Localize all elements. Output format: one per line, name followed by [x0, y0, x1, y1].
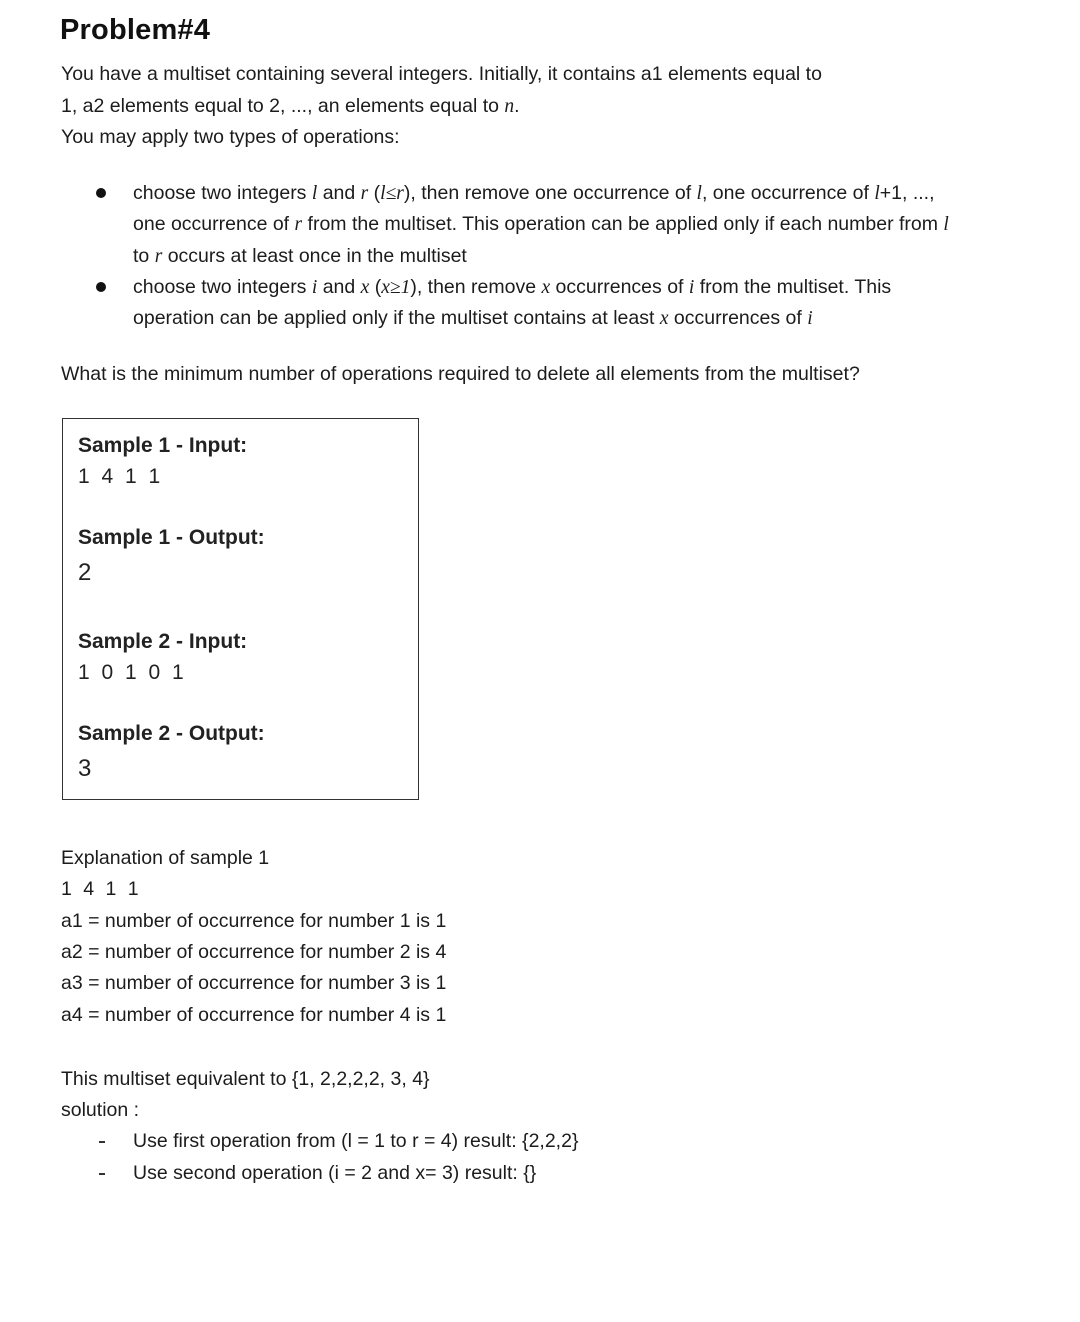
- math-r: r: [360, 183, 369, 204]
- text: from the multiset. This: [694, 276, 892, 298]
- math-l: l: [874, 183, 880, 204]
- math-r: r: [294, 214, 303, 235]
- sample-1-input-label: Sample 1 - Input:: [78, 434, 248, 457]
- math-l: l: [696, 183, 702, 204]
- text: to: [133, 245, 155, 267]
- explanation-input: 1 4 1 1: [61, 878, 142, 900]
- sample-1-output-label: Sample 1 - Output:: [78, 526, 265, 549]
- intro-line-3: You may apply two types of operations:: [61, 126, 400, 148]
- math-condition: l≤r: [380, 183, 404, 204]
- bullet-1-line-3: [133, 244, 467, 269]
- problem-title: Problem#4: [60, 14, 211, 46]
- text: (: [368, 182, 381, 204]
- intro-line-2-text: 1, a2 elements equal to 2, ..., an elements equal to: [61, 95, 505, 117]
- intro-line-2: [61, 94, 520, 119]
- solution-label: solution :: [61, 1099, 140, 1121]
- bullet-1-line-1: [133, 181, 935, 206]
- text: occurs at least once in the multiset: [162, 245, 467, 267]
- math-x: x: [360, 277, 370, 298]
- text: ), then remove: [410, 276, 542, 298]
- solution-step-1: Use first operation from (l = 1 to r = 4) result: {2,2,2}: [133, 1130, 579, 1152]
- text: +1, ...,: [879, 182, 935, 204]
- text: one occurrence of: [133, 213, 295, 235]
- bullet-point-icon: [96, 188, 106, 198]
- sample-2-input-label: Sample 2 - Input:: [78, 630, 248, 653]
- sample-2-output-value: 3: [78, 755, 92, 782]
- text: occurrences of: [550, 276, 689, 298]
- math-l: l: [311, 183, 318, 204]
- math-r: r: [154, 246, 163, 267]
- math-condition: x≥1: [381, 277, 411, 298]
- math-i: i: [311, 277, 318, 298]
- sample-1-output-value: 2: [78, 559, 92, 586]
- text: choose two integers: [133, 182, 312, 204]
- text: ), then remove one occurrence of: [403, 182, 697, 204]
- math-n: n: [504, 96, 515, 117]
- text: and: [317, 276, 361, 298]
- bullet-2-line-2: [133, 306, 813, 331]
- text: occurrences of: [668, 307, 808, 329]
- text: operation can be applied only if the multiset contains at least: [133, 307, 660, 329]
- math-i: i: [807, 308, 813, 329]
- text: , one occurrence of: [701, 182, 875, 204]
- dash-bullet-icon: [99, 1141, 105, 1143]
- question-text: What is the minimum number of operations required to delete all elements from the multiset?: [61, 363, 860, 385]
- text: and: [317, 182, 361, 204]
- math-l: l: [943, 214, 949, 235]
- explanation-a2: a2 = number of occurrence for number 2 is 4: [61, 941, 447, 963]
- sample-2-output-label: Sample 2 - Output:: [78, 722, 265, 745]
- sample-1-input-value: 1 4 1 1: [78, 465, 164, 488]
- text: (: [369, 276, 382, 298]
- math-i: i: [688, 277, 695, 298]
- bullet-1-line-2: [133, 212, 949, 237]
- dash-bullet-icon: [99, 1173, 105, 1175]
- bullet-2-line-1: [133, 275, 891, 300]
- text: choose two integers: [133, 276, 312, 298]
- multiset-equivalent: This multiset equivalent to {1, 2,2,2,2, 3, 4}: [61, 1068, 430, 1090]
- math-x: x: [541, 277, 551, 298]
- explanation-a4: a4 = number of occurrence for number 4 is 1: [61, 1004, 447, 1026]
- solution-step-2: Use second operation (i = 2 and x= 3) result: {}: [133, 1162, 537, 1184]
- explanation-heading: Explanation of sample 1: [61, 847, 270, 869]
- bullet-point-icon: [96, 282, 106, 292]
- sample-2-input-value: 1 0 1 0 1: [78, 661, 187, 684]
- intro-line-1: You have a multiset containing several integers. Initially, it contains a1 elements equal to: [61, 63, 822, 85]
- math-x: x: [659, 308, 669, 329]
- explanation-a3: a3 = number of occurrence for number 3 is 1: [61, 972, 447, 994]
- intro-line-2-end: .: [514, 95, 520, 117]
- explanation-a1: a1 = number of occurrence for number 1 is 1: [61, 910, 447, 932]
- text: from the multiset. This operation can be applied only if each number from: [302, 213, 944, 235]
